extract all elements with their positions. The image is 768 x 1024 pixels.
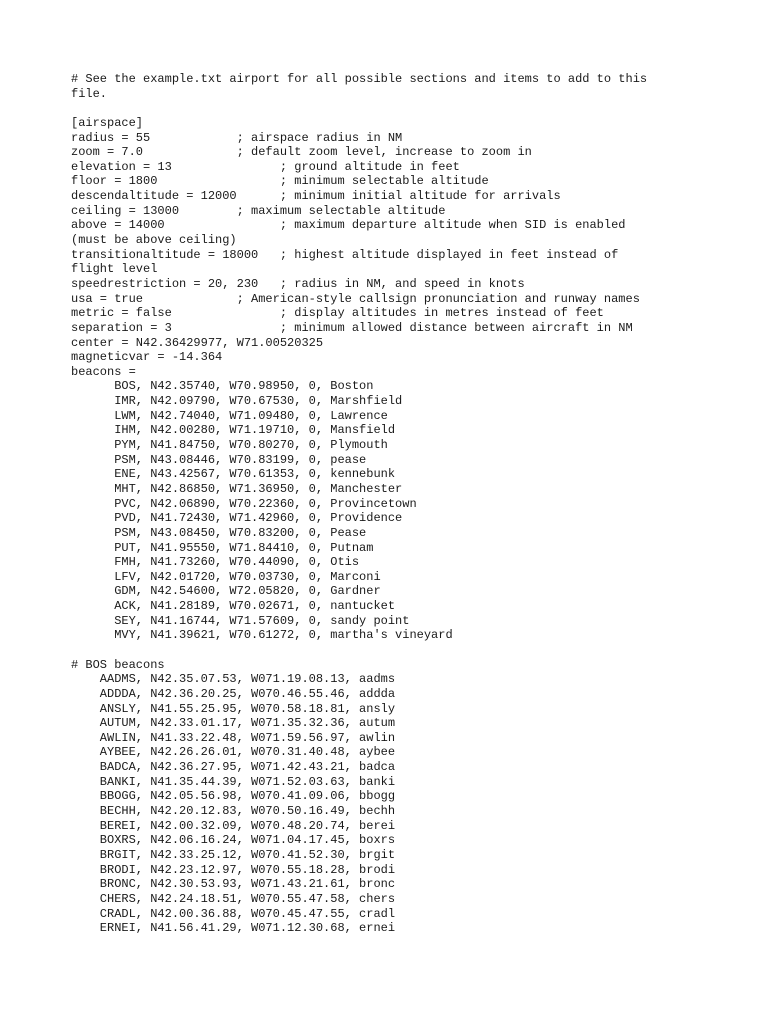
bos-beacon-entry: AUTUM, N42.33.01.17, W071.35.32.36, autum xyxy=(71,716,396,731)
beacon-entry: LFV, N42.01720, W70.03730, 0, Marconi xyxy=(71,569,381,584)
bos-beacon-entry: ADDDA, N42.36.20.25, W070.46.55.46, addda xyxy=(71,686,396,701)
config-beacons: beacons = xyxy=(71,364,136,379)
section-header-airspace: [airspace] xyxy=(71,115,144,130)
bos-beacon-entry: AYBEE, N42.26.26.01, W070.31.40.48, aybee xyxy=(71,745,396,760)
beacon-entry: BOS, N42.35740, W70.98950, 0, Boston xyxy=(71,379,374,394)
bos-beacon-entry: ERNEI, N41.56.41.29, W071.12.30.68, ernei xyxy=(71,921,396,936)
bos-beacon-entry: BADCA, N42.36.27.95, W071.42.43.21, badca xyxy=(71,760,396,775)
bos-beacon-entry: BOXRS, N42.06.16.24, W071.04.17.45, boxrs xyxy=(71,833,396,848)
config-above: above = 14000 ; maximum departure altitude when SID is enabled xyxy=(71,218,626,233)
config-radius: radius = 55 ; airspace radius in NM xyxy=(71,130,403,145)
comment-line: # See the example.txt airport for all possible sections and items to add to this xyxy=(71,72,648,86)
bos-beacon-entry: ANSLY, N41.55.25.95, W070.58.18.81, ansly xyxy=(71,701,396,716)
config-magneticvar: magneticvar = -14.364 xyxy=(71,350,223,365)
beacon-entry: MVY, N41.39621, W70.61272, 0, martha's vineyard xyxy=(71,628,453,643)
bos-beacon-entry: BBOGG, N42.05.56.98, W070.41.09.06, bbogg xyxy=(71,789,396,804)
config-metric: metric = false ; display altitudes in metres instead of feet xyxy=(71,306,604,321)
beacon-entry: PVC, N42.06890, W70.22360, 0, Provincetown xyxy=(71,496,417,511)
bos-beacon-entry: BEREI, N42.00.32.09, W070.48.20.74, berei xyxy=(71,818,396,833)
beacon-entry: PYM, N41.84750, W70.80270, 0, Plymouth xyxy=(71,438,388,453)
beacon-entry: SEY, N41.16744, W71.57609, 0, sandy point xyxy=(71,613,410,628)
beacon-entry: ACK, N41.28189, W70.02671, 0, nantucket xyxy=(71,599,396,614)
bos-beacon-entry: BRODI, N42.23.12.97, W070.55.18.28, brodi xyxy=(71,862,396,877)
config-zoom: zoom = 7.0 ; default zoom level, increase to zoom in xyxy=(71,145,532,160)
bos-beacon-entry: BRONC, N42.30.53.93, W071.43.21.61, bronc xyxy=(71,877,396,892)
airport-config-document xyxy=(71,72,761,936)
beacon-entry: MHT, N42.86850, W71.36950, 0, Manchester xyxy=(71,481,403,496)
config-center: center = N42.36429977, W71.00520325 xyxy=(71,335,324,350)
beacon-entry: GDM, N42.54600, W72.05820, 0, Gardner xyxy=(71,584,381,599)
config-separation: separation = 3 ; minimum allowed distance between aircraft in NM xyxy=(71,320,633,335)
bos-beacon-entry: CHERS, N42.24.18.51, W070.55.47.58, chers xyxy=(71,891,396,906)
comment-bos-beacons: # BOS beacons xyxy=(71,657,165,672)
bos-beacon-entry: CRADL, N42.00.36.88, W070.45.47.55, cradl xyxy=(71,906,396,921)
bos-beacon-entry: BECHH, N42.20.12.83, W070.50.16.49, bechh xyxy=(71,804,396,819)
comment-line-continuation: file. xyxy=(71,86,108,101)
config-transitionaltitude: transitionaltitude = 18000 ; highest altitude displayed in feet instead of xyxy=(71,247,619,262)
bos-beacon-entry: AADMS, N42.35.07.53, W071.19.08.13, aadms xyxy=(71,672,396,687)
config-elevation: elevation = 13 ; ground altitude in feet xyxy=(71,159,460,174)
beacon-entry: IMR, N42.09790, W70.67530, 0, Marshfield xyxy=(71,394,403,409)
beacon-entry: FMH, N41.73260, W70.44090, 0, Otis xyxy=(71,555,360,570)
config-ceiling: ceiling = 13000 ; maximum selectable altitude xyxy=(71,203,446,218)
config-floor: floor = 1800 ; minimum selectable altitude xyxy=(71,174,489,189)
beacon-entry: PUT, N41.95550, W71.84410, 0, Putnam xyxy=(71,540,374,555)
beacon-entry: LWM, N42.74040, W71.09480, 0, Lawrence xyxy=(71,408,388,423)
beacon-entry: ENE, N43.42567, W70.61353, 0, kennebunk xyxy=(71,467,396,482)
beacon-entry: PSM, N43.08450, W70.83200, 0, Pease xyxy=(71,525,367,540)
bos-beacon-entry: AWLIN, N41.33.22.48, W071.59.56.97, awlin xyxy=(71,730,396,745)
config-transitionaltitude-continuation: flight level xyxy=(71,262,158,277)
config-usa: usa = true ; American-style callsign pronunciation and runway names xyxy=(71,291,640,306)
bos-beacon-entry: BANKI, N41.35.44.39, W071.52.03.63, banki xyxy=(71,774,396,789)
config-above-continuation: (must be above ceiling) xyxy=(71,233,237,248)
blank-line xyxy=(71,643,761,658)
bos-beacon-entry: BRGIT, N42.33.25.12, W070.41.52.30, brgit xyxy=(71,847,396,862)
beacon-entry: IHM, N42.00280, W71.19710, 0, Mansfield xyxy=(71,423,396,438)
beacon-entry: PSM, N43.08446, W70.83199, 0, pease xyxy=(71,452,367,467)
blank-line xyxy=(71,101,761,116)
beacon-entry: PVD, N41.72430, W71.42960, 0, Providence xyxy=(71,511,403,526)
config-descendaltitude: descendaltitude = 12000 ; minimum initial altitude for arrivals xyxy=(71,189,561,204)
config-speedrestriction: speedrestriction = 20, 230 ; radius in NM, and speed in knots xyxy=(71,276,525,291)
